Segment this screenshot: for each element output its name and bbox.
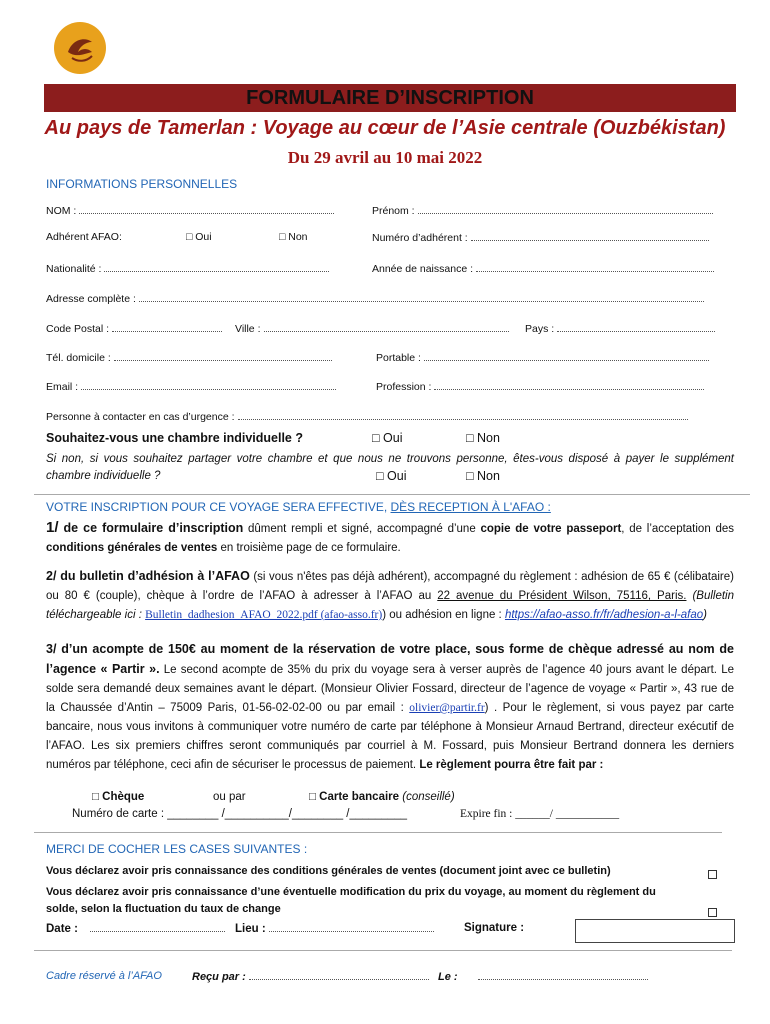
inscription-heading: [46, 500, 551, 514]
step-1-paragraph: [46, 518, 734, 558]
form-title: FORMULAIRE D’INSCRIPTION: [246, 87, 534, 109]
room-share-note: Si non, si vous souhaitez partager votre chambre et que nous ne trouvons personne, êtes-vous disposé à payer le supplément chambre individuelle ?: [46, 453, 734, 482]
profession-label: Profession :: [376, 381, 432, 393]
trip-title: Au pays de Tamerlan : Voyage au cœur de l’Asie centrale (Ouzbékistan): [44, 117, 726, 139]
title-banner: [44, 84, 736, 112]
nationalite-field[interactable]: [46, 262, 329, 275]
inscription-heading-b: DÈS RECEPTION À L'AFAO :: [390, 500, 551, 514]
step-2-text-d: ): [703, 609, 707, 621]
step-2-text-b: (Bulletin téléchargeable ici :: [46, 590, 734, 621]
adresse-label: Adresse complète :: [46, 293, 136, 305]
profession-field[interactable]: [376, 380, 704, 393]
step-1-text-a: dûment rempli et signé, accompagné d’une: [243, 523, 481, 535]
step-1-text-c: en troisième page de ce formulaire.: [217, 542, 401, 554]
portable-field[interactable]: [376, 351, 709, 364]
annee-naissance-field[interactable]: [372, 262, 714, 275]
portable-label: Portable :: [376, 352, 421, 364]
payment-method-label: Le règlement pourra être fait par :: [416, 759, 604, 771]
pays-field[interactable]: [525, 322, 715, 335]
step-2-text-c: ) ou adhésion en ligne :: [382, 609, 505, 621]
step-2-title: 2/ du bulletin d’adhésion à l’AFAO: [46, 569, 250, 583]
room-share-non-checkbox[interactable]: □ Non: [466, 469, 540, 483]
adherent-non-checkbox[interactable]: □ Non: [279, 231, 308, 243]
ville-field[interactable]: [235, 322, 509, 335]
email-field[interactable]: [46, 380, 336, 393]
step-2-text-a: (si vous n'êtes pas déjà adhérent), accompagné du règlement : adhésion de 65 € (célibataire) ou 80 € (couple), chèque à l’ordre de l’AFAO à adresser à l’AFAO au: [46, 571, 734, 602]
check-price-change-label: Vous déclarez avoir pris connaissance d’une éventuelle modification du prix du voyage, au moment du règlement du solde, selon la fluctuation du taux de change: [46, 886, 656, 915]
numero-adherent-label: Numéro d’adhérent :: [372, 232, 468, 244]
room-oui-checkbox[interactable]: □ Oui: [372, 431, 403, 445]
carte-bancaire-option: [309, 791, 455, 803]
room-non-checkbox[interactable]: □ Non: [466, 431, 500, 445]
cadre-afao-label: Cadre réservé à l’AFAO: [46, 970, 162, 982]
check-conditions-checkbox[interactable]: [708, 866, 722, 884]
partir-email-link[interactable]: olivier@partir.fr: [409, 702, 485, 714]
recu-par-field[interactable]: [192, 970, 429, 983]
email-label: Email :: [46, 381, 79, 393]
card-expiry-field[interactable]: Expire fin : ______/ ___________: [460, 808, 620, 820]
date-field[interactable]: [46, 922, 225, 935]
adherent-oui-checkbox[interactable]: □ Oui: [186, 231, 212, 243]
bulletin-download-link[interactable]: Bulletin_dadhesion_AFAO_2022.pdf (afao-asso.fr): [145, 609, 383, 621]
step-1-conditions: conditions générales de ventes: [46, 542, 218, 554]
annee-naissance-label: Année de naissance :: [372, 263, 473, 275]
adhesion-online-link[interactable]: https://afao-asso.fr/fr/adhesion-a-l-afao: [504, 609, 704, 621]
numero-adherent-field[interactable]: [372, 231, 709, 244]
pays-label: Pays :: [525, 323, 555, 335]
checks-heading: MERCI DE COCHER LES CASES SUIVANTES :: [46, 842, 308, 856]
code-postal-field[interactable]: [46, 322, 222, 335]
urgence-label: Personne à contacter en cas d’urgence :: [46, 411, 235, 423]
divider: [34, 832, 722, 833]
signature-label: Signature :: [464, 922, 525, 934]
adresse-field[interactable]: [46, 292, 704, 305]
room-question: Souhaitez-vous une chambre individuelle ?: [46, 431, 303, 445]
step-1-number: 1/: [46, 519, 59, 536]
carte-bancaire-checkbox[interactable]: □ Carte bancaire: [309, 791, 400, 803]
signature-box[interactable]: [575, 919, 735, 943]
ou-par-text: ou par: [213, 791, 246, 803]
step-3-title: 3/ d’un acompte de 150€ au moment de la réservation de votre place, sous forme de chèque adressé au nom de l’agence « Partir ».: [46, 642, 734, 676]
step-3-paragraph: [46, 640, 734, 775]
step-2-paragraph: [46, 567, 734, 625]
lieu-field[interactable]: [235, 922, 434, 935]
step-1-title: de ce formulaire d’inscription: [58, 521, 244, 535]
personal-info-heading: INFORMATIONS PERSONNELLES: [46, 177, 238, 191]
afao-address: 22 avenue du Président Wilson, 75116, Paris.: [437, 590, 687, 602]
divider: [34, 494, 750, 495]
urgence-field[interactable]: [46, 410, 688, 423]
recu-par-label: Reçu par :: [192, 971, 246, 983]
nom-label: NOM :: [46, 205, 77, 217]
afao-logo: [54, 22, 106, 74]
card-number-field[interactable]: Numéro de carte : ________ /__________/________ /_________: [72, 808, 408, 820]
prenom-label: Prénom :: [372, 205, 415, 217]
prenom-field[interactable]: [372, 204, 713, 217]
le-field[interactable]: [438, 970, 648, 983]
cheque-checkbox[interactable]: □ Chèque: [92, 791, 145, 803]
nationalite-label: Nationalité :: [46, 263, 102, 275]
adherent-label: Adhérent AFAO:: [46, 231, 122, 243]
le-label: Le :: [438, 971, 458, 983]
divider: [34, 950, 732, 951]
room-share-oui-checkbox[interactable]: □ Oui: [372, 469, 406, 483]
step-1-passport: copie de votre passeport: [480, 523, 622, 535]
step-3-text-b: ) . Pour le règlement, si vous payez par carte bancaire, nous vous invitons à communiquer votre numéro de carte par téléphone à Monsieur Arnaud Bertrand, directeur exécutif de l’AFAO. Les six premiers chiffres seront communiqués par courriel à M. Fossard, puis Monsieur Bertrand donnera les derniers numéros par téléphone, ceci afin de sécuriser le processus de paiement.: [46, 702, 735, 771]
step-1-text-b: , de l’acceptation des: [621, 523, 735, 535]
check-conditions-label: Vous déclarez avoir pris connaissance des conditions générales de ventes (document joint avec ce bulletin): [46, 865, 611, 877]
nom-field[interactable]: [46, 204, 334, 217]
inscription-heading-a: VOTRE INSCRIPTION POUR CE VOYAGE SERA EFFECTIVE,: [46, 500, 388, 514]
tel-domicile-field[interactable]: [46, 351, 332, 364]
ville-label: Ville :: [235, 323, 261, 335]
code-postal-label: Code Postal :: [46, 323, 110, 335]
date-label: Date :: [46, 923, 78, 935]
tel-domicile-label: Tél. domicile :: [46, 352, 111, 364]
trip-dates: Du 29 avril au 10 mai 2022: [287, 148, 483, 167]
conseille-text: (conseillé): [402, 791, 455, 803]
lieu-label: Lieu :: [235, 923, 266, 935]
step-3-text-a: Le second acompte de 35% du prix du voyage sera à verser auprès de l’agence 40 jours avant le départ. Le solde sera demandé deux semaines avant le départ. (Monsieur Olivier Fossard, directeur de l’agence de voyage « Partir », 43 rue de la Chaussée d’Antin – 75009 Paris, 01-56-02-02-00 ou par email :: [46, 664, 734, 714]
